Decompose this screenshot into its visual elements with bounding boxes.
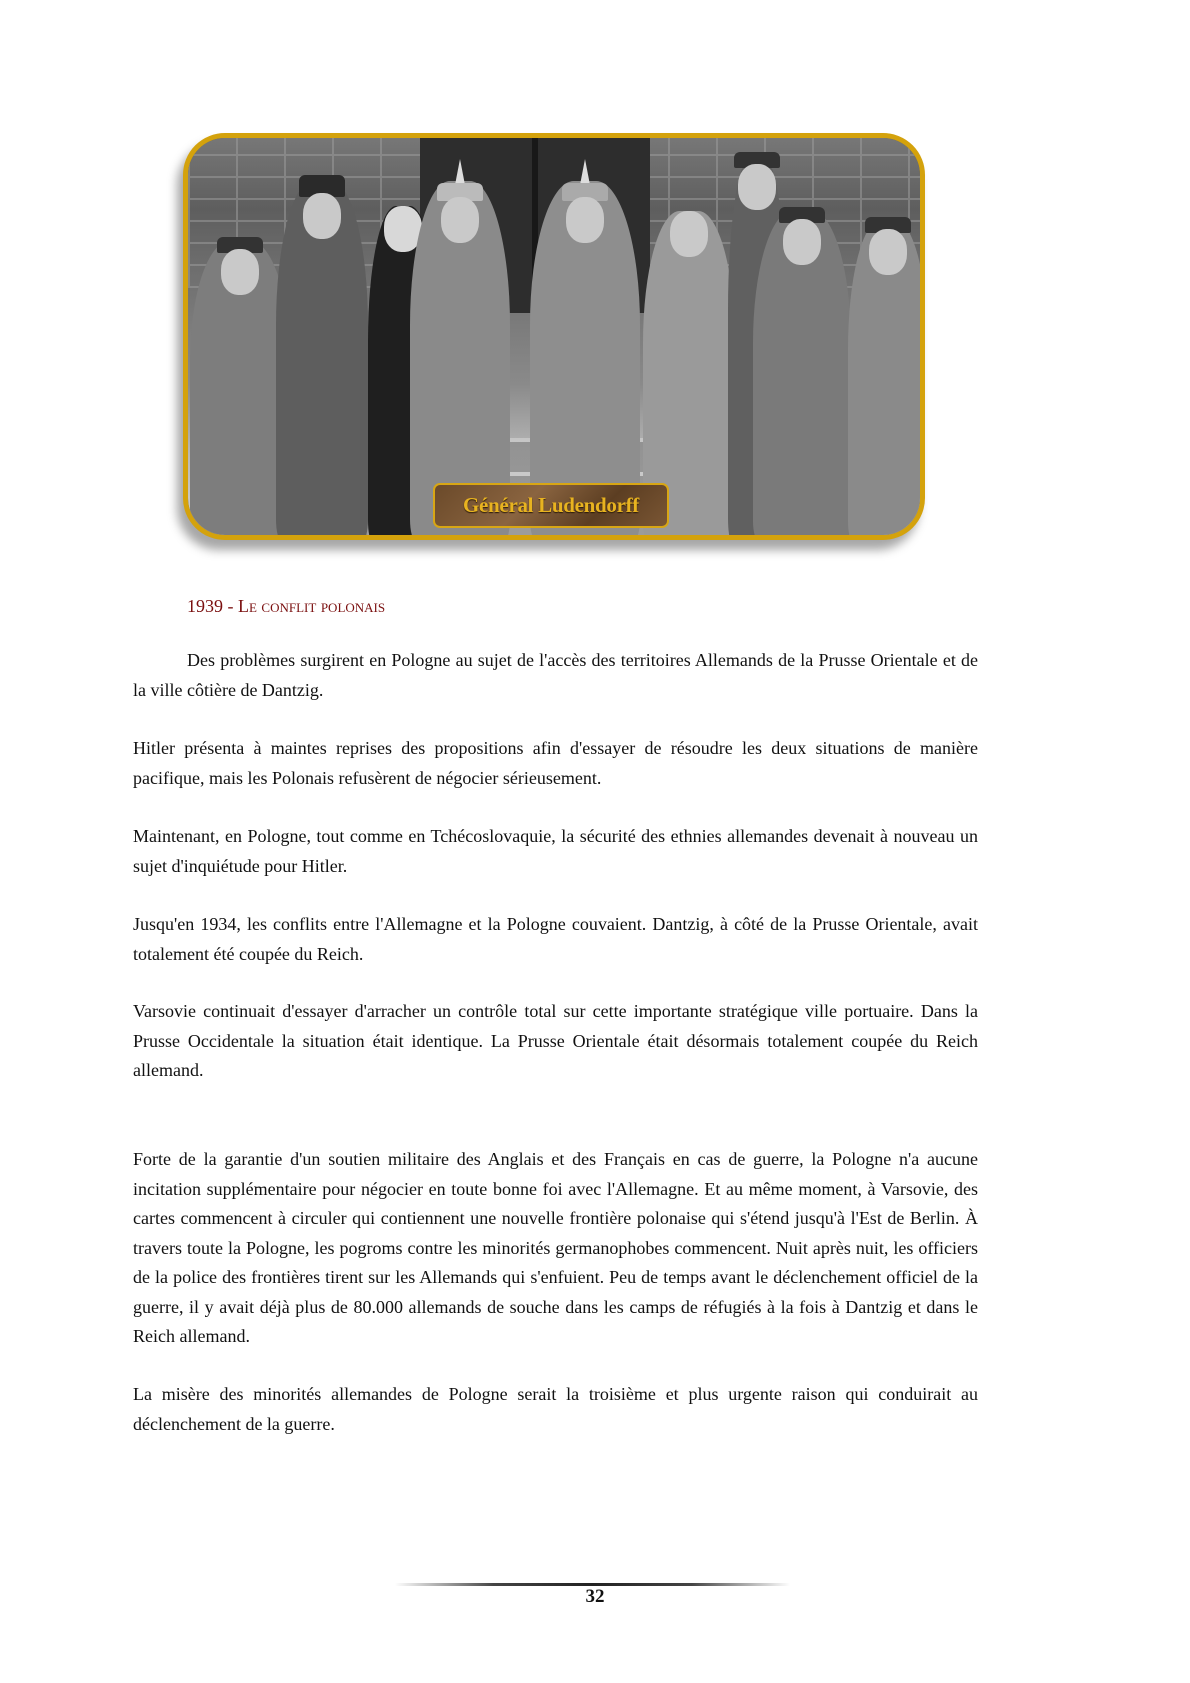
paragraph: Maintenant, en Pologne, tout comme en Tchécoslovaquie, la sécurité des ethnies allemandes devenait à nouveau un sujet d'inquiétude pour Hitler.	[133, 826, 978, 876]
section-title: Le conflit polonais	[238, 596, 386, 616]
person-figure	[410, 181, 510, 535]
paragraph: Forte de la garantie d'un soutien militaire des Anglais et des Français en cas de guerre, la Pologne n'a aucune incitation supplémentaire pour négocier en toute bonne foi avec l'Allemagne. Et au même moment, à Varsovie, des cartes commencent à circuler qui contiennent une nouvelle frontière polonaise qui s'étend jusqu'à l'Est de Berlin. À travers toute la Pologne, les pogroms contre les minorités germanophobes commencent. Nuit après nuit, les officiers de la police des frontières tirent sur les Allemands qui s'enfuient. Peu de temps avant le déclenchement officiel de la guerre, il y avait déjà plus de 80.000 allemands de souche dans les camps de réfugiés à la fois à Dantzig et dans le Reich allemand.	[133, 1149, 978, 1346]
paragraph: Varsovie continuait d'essayer d'arracher un contrôle total sur cette importante stratégique ville portuaire. Dans la Prusse Occidentale la situation était identique. La Prusse Orientale était désormais totalement coupée du Reich allemand.	[133, 1001, 978, 1080]
page-number: 32	[585, 1586, 605, 1607]
section-heading	[187, 596, 385, 617]
person-figure	[848, 221, 920, 535]
person-figure	[530, 181, 640, 535]
paragraph: Des problèmes surgirent en Pologne au sujet de l'accès des territoires Allemands de la Prusse Orientale et de la ville côtière de Dantzig.	[133, 650, 978, 700]
photo-caption: Général Ludendorff	[462, 493, 639, 517]
group-photo	[188, 138, 920, 535]
person-figure	[276, 181, 368, 535]
photo-frame	[183, 133, 925, 540]
person-figure	[190, 241, 290, 535]
paragraph: La misère des minorités allemandes de Pologne serait la troisième et plus urgente raison qui conduirait au déclenchement de la guerre.	[133, 1384, 978, 1434]
photo-caption-box	[433, 483, 669, 528]
section-year: 1939 -	[187, 596, 238, 616]
paragraph: Hitler présenta à maintes reprises des propositions afin d'essayer de résoudre les deux situations de manière pacifique, mais les Polonais refusèrent de négocier sérieusement.	[133, 738, 978, 788]
paragraph: Jusqu'en 1934, les conflits entre l'Allemagne et la Pologne couvaient. Dantzig, à côté de la Prusse Orientale, avait totalement été coupée du Reich.	[133, 914, 978, 964]
person-figure	[753, 211, 851, 535]
